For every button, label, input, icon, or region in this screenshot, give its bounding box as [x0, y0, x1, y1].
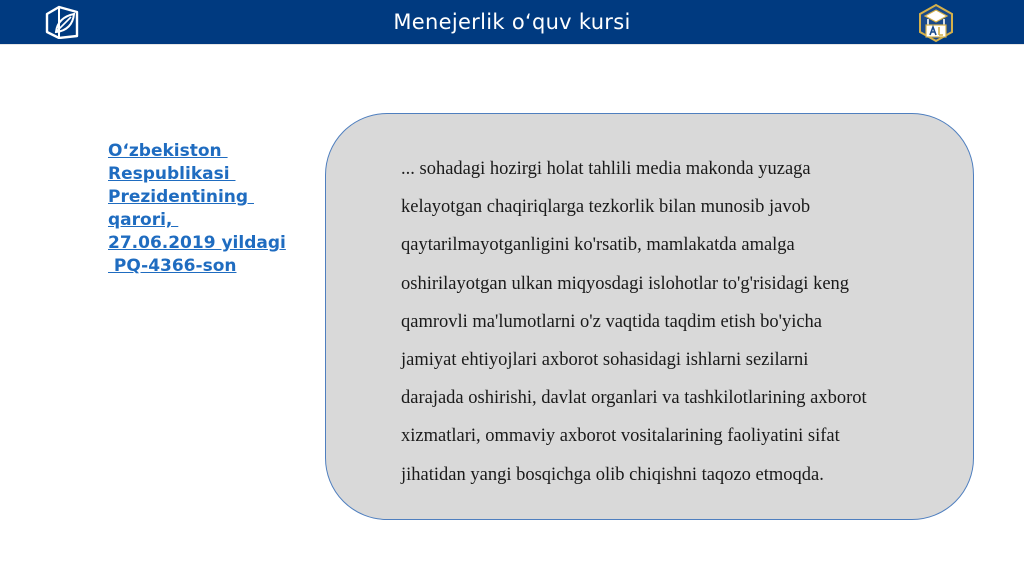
quote-line: kelayotgan chaqiriqlarga tezkorlik bilan munosib javob	[401, 197, 811, 218]
decree-link-line[interactable]: qarori,	[108, 210, 179, 230]
academy-emblem-icon	[916, 3, 956, 43]
quote-line: jihatidan yangi bosqichga olib chiqishni taqozo etmoqda.	[401, 464, 824, 485]
quote-line: darajada oshirishi, davlat organlari va tashkilotlarining axborot	[401, 388, 867, 409]
decree-link-line[interactable]: 27.06.2019 yildagi	[108, 233, 286, 253]
quote-line: qamrovli ma'lumotlarni o'z vaqtida taqdim etish bo'yicha	[401, 311, 823, 332]
page-title: Menejerlik o‘quv kursi	[393, 10, 631, 34]
quote-line: jamiyat ehtiyojlari axborot sohasidagi ishlarni sezilarni	[401, 350, 809, 371]
quote-line: qaytarilmayotganligini ko'rsatib, mamlakatda amalga	[401, 235, 795, 256]
quote-line: xizmatlari, ommaviy axborot vositalarining faoliyatini sifat	[401, 426, 840, 447]
decree-link-line[interactable]: Respublikasi	[108, 164, 236, 184]
quote-line: oshirilayotgan ulkan miqyosdagi islohotlar to'g'risidagi keng	[401, 273, 850, 294]
quote-text	[401, 150, 961, 494]
decree-link-line[interactable]: PQ-4366-son	[108, 256, 237, 276]
quote-line: ... sohadagi hozirgi holat tahlili media makonda yuzaga	[401, 159, 811, 179]
decree-link[interactable]	[108, 140, 318, 278]
decree-link-line[interactable]: O‘zbekiston	[108, 141, 228, 161]
header-bar	[0, 0, 1024, 45]
decree-link-line[interactable]: Prezidentining	[108, 187, 254, 207]
